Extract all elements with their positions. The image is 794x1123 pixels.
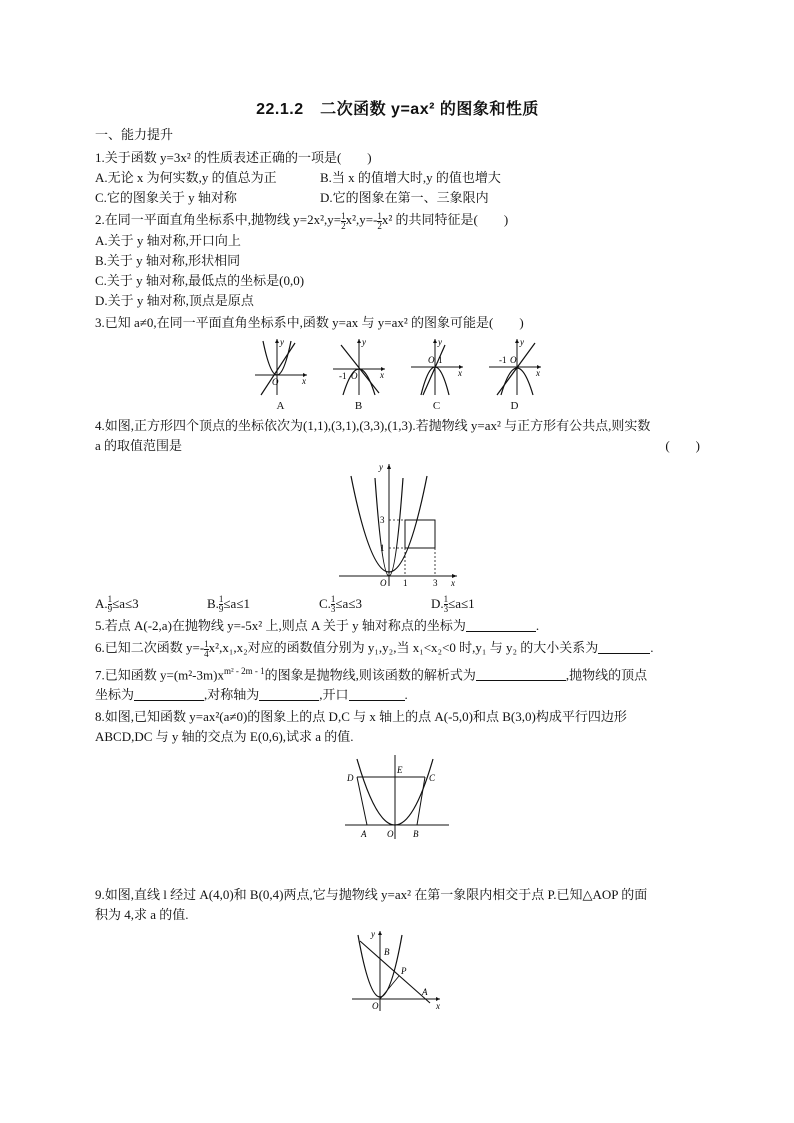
point-e-label: E: [396, 764, 402, 775]
q3-graph-c: [407, 337, 467, 397]
q7-text-mid2: ,抛物线的顶点: [565, 666, 648, 682]
q6-text-post: x²,x₁,x₂对应的函数值分别为 y₁,y₂,当 x₁<x₂<0 时,y₁ 与 y₂ 的大小关系为: [208, 640, 599, 656]
q1-option-b: B.当 x 的值增大时,y 的值也增大: [320, 170, 501, 185]
y-axis-label: y: [437, 336, 442, 347]
tick-label: -1: [498, 354, 506, 365]
origin-label: O: [350, 370, 357, 381]
q3-figure-c: [407, 337, 467, 412]
y-axis-label: y: [519, 336, 524, 347]
q7-line1: [95, 661, 700, 685]
q4-answer-paren: ( ): [665, 437, 700, 453]
q3-label-c: C: [432, 399, 441, 412]
q8-figure: [343, 751, 453, 843]
question-1: [95, 148, 700, 208]
q3-graph-b: [329, 337, 389, 397]
q5-answer-blank[interactable]: [466, 617, 536, 632]
x-tick-1: 1: [402, 577, 407, 588]
q3-figure-d: [485, 337, 545, 412]
q2-stem-mid: x²,y=-: [345, 212, 378, 227]
opt-suffix: ≤a≤1: [223, 595, 250, 611]
q6-text-pre: 6.已知二次函数 y=-: [95, 640, 205, 656]
q1-option-a: A.无论 x 为何实数,y 的值总为正: [95, 170, 277, 185]
x-axis-label: x: [379, 369, 384, 380]
point-a-label: A: [421, 986, 427, 997]
opt-prefix: B.: [207, 595, 219, 611]
x-axis-label: x: [450, 577, 455, 588]
question-2: [95, 210, 700, 311]
q4-stem-text: a 的取值范围是: [95, 437, 183, 453]
opt-prefix: C.: [319, 595, 331, 611]
question-5: [95, 616, 700, 636]
q5-text: 5.若点 A(-2,a)在抛物线 y=-5x² 上,则点 A 关于 y 轴对称点的坐标为: [95, 618, 466, 634]
point-b-label: B: [412, 828, 418, 839]
q7-answer-blank-expression[interactable]: [476, 666, 566, 681]
q7-exponent: m² - 2m - 1: [223, 665, 265, 676]
frac-num: 1: [443, 594, 449, 605]
q3-stem: 3.已知 a≠0,在同一平面直角坐标系中,函数 y=ax 与 y=ax² 的图象可能是( ): [95, 314, 524, 330]
frac-num: 1: [218, 594, 224, 605]
q4-option-c: [319, 594, 431, 615]
question-3: [95, 313, 700, 412]
page-title: 22.1.2 二次函数 y=ax² 的图象和性质: [256, 101, 539, 118]
spacer: [95, 847, 700, 883]
frac-num: 1: [341, 210, 346, 221]
q4-options: [95, 594, 700, 615]
question-6: [95, 638, 700, 659]
x-tick-3: 3: [432, 577, 437, 588]
question-9: [95, 885, 700, 1015]
q7-end: .: [404, 686, 408, 702]
q1-stem: 1.关于函数 y=3x² 的性质表述正确的一项是( ): [95, 150, 372, 165]
point-a-label: A: [360, 828, 366, 839]
opt-suffix: ≤a≤3: [335, 595, 362, 611]
q2-option-a: A.关于 y 轴对称,开口向上: [95, 232, 241, 248]
y-axis-label: y: [279, 336, 284, 347]
x-axis-label: x: [535, 367, 540, 378]
q6-answer-blank[interactable]: [598, 639, 650, 654]
section-heading: 一、能力提升: [95, 127, 174, 142]
question-4: [95, 416, 700, 615]
q7-text-mid: 的图象是抛物线,则该函数的解析式为: [264, 666, 476, 682]
q8-line1: 8.如图,已知函数 y=ax²(a≠0)的图象上的点 D,C 与 x 轴上的点 A(-5,0)和点 B(3,0)构成平行四边形: [95, 708, 627, 724]
tick-label: -1: [338, 370, 346, 381]
origin-label: O: [427, 354, 434, 365]
opt-prefix: D.: [431, 595, 444, 611]
origin-label: O: [386, 828, 393, 839]
x-axis-label: x: [457, 367, 462, 378]
q3-figure-a: [251, 337, 311, 412]
point-c-label: C: [428, 772, 435, 783]
q4-option-b: [207, 594, 319, 615]
frac-num: 1: [204, 638, 209, 649]
origin-label: O: [379, 577, 386, 588]
q9-figure: [350, 929, 446, 1015]
q4-figure: [333, 460, 463, 590]
x-axis-label: x: [435, 1000, 440, 1011]
worksheet: [95, 96, 700, 1019]
frac-den: 9: [218, 604, 224, 615]
q7-vertex-label: 坐标为: [95, 686, 135, 702]
point-b-label: B: [383, 946, 389, 957]
q6-end: .: [650, 640, 654, 656]
frac-num: 1: [330, 594, 336, 605]
q9-line2: 积为 4,求 a 的值.: [95, 906, 189, 922]
q2-stem-post: x² 的共同特征是( ): [381, 212, 509, 227]
y-axis-label: y: [378, 461, 383, 472]
q7-opening-label: ,开口: [319, 686, 349, 702]
frac-den: 3: [443, 604, 449, 615]
y-tick-1: 1: [379, 542, 384, 553]
q7-answer-blank-axis[interactable]: [259, 686, 319, 701]
y-tick-3: 3: [379, 514, 384, 525]
q7-line2: [95, 685, 700, 705]
q3-label-a: A: [276, 399, 285, 412]
origin-label: O: [271, 376, 278, 387]
q7-answer-blank-vertex[interactable]: [134, 686, 204, 701]
q4-option-a: [95, 594, 207, 615]
point-d-label: D: [346, 772, 353, 783]
frac-den: 3: [330, 604, 336, 615]
tick-label: 1: [437, 354, 442, 365]
q3-figure-b: [329, 337, 389, 412]
q9-line1: 9.如图,直线 l 经过 A(4,0)和 B(0,4)两点,它与抛物线 y=ax² 在第一象限内相交于点 P.已知△AOP 的面: [95, 886, 648, 902]
q5-end: .: [535, 618, 540, 634]
q3-figures: [95, 337, 700, 412]
frac-den: 2: [341, 220, 346, 231]
q2-option-c: C.关于 y 轴对称,最低点的坐标是(0,0): [95, 272, 305, 288]
frac-num: 1: [107, 594, 113, 605]
x-axis-label: x: [301, 375, 306, 386]
point-p-label: P: [400, 965, 406, 976]
frac-den: 9: [107, 604, 113, 615]
q7-answer-blank-opening[interactable]: [349, 686, 405, 701]
y-axis-label: y: [361, 336, 366, 347]
q2-option-b: B.关于 y 轴对称,形状相同: [95, 252, 241, 268]
q4-stem-line2: [95, 436, 700, 456]
opt-suffix: ≤a≤1: [448, 595, 475, 611]
origin-label: O: [509, 354, 516, 365]
q8-line2: ABCD,DC 与 y 轴的交点为 E(0,6),试求 a 的值.: [95, 728, 354, 744]
q3-label-d: D: [510, 399, 519, 412]
q2-option-d: D.关于 y 轴对称,顶点是原点: [95, 292, 254, 308]
q3-label-b: B: [354, 399, 363, 412]
q1-option-c: C.它的图象关于 y 轴对称: [95, 190, 237, 205]
q1-option-d: D.它的图象在第一、三象限内: [320, 190, 489, 205]
opt-suffix: ≤a≤3: [112, 595, 139, 611]
q7-text-pre: 7.已知函数 y=(m²-3m)x: [95, 666, 224, 682]
frac-den: 4: [204, 648, 209, 659]
question-8: [95, 707, 700, 843]
q7-axis-label: ,对称轴为: [204, 686, 260, 702]
opt-prefix: A.: [95, 595, 108, 611]
q4-option-d: [431, 594, 543, 615]
q3-graph-d: [485, 337, 545, 397]
question-7: [95, 661, 700, 705]
y-axis-label: y: [370, 928, 375, 939]
q2-stem: [95, 210, 700, 231]
frac-num: 1: [377, 210, 382, 221]
origin-label: O: [371, 1000, 378, 1011]
q2-stem-pre: 2.在同一平面直角坐标系中,抛物线 y=2x²,y=: [95, 212, 342, 227]
frac-den: 2: [377, 220, 382, 231]
q4-stem-line1: 4.如图,正方形四个顶点的坐标依次为(1,1),(3,1),(3,3),(1,3).若抛物线 y=ax² 与正方形有公共点,则实数: [95, 417, 651, 433]
q3-graph-a: [251, 337, 311, 397]
